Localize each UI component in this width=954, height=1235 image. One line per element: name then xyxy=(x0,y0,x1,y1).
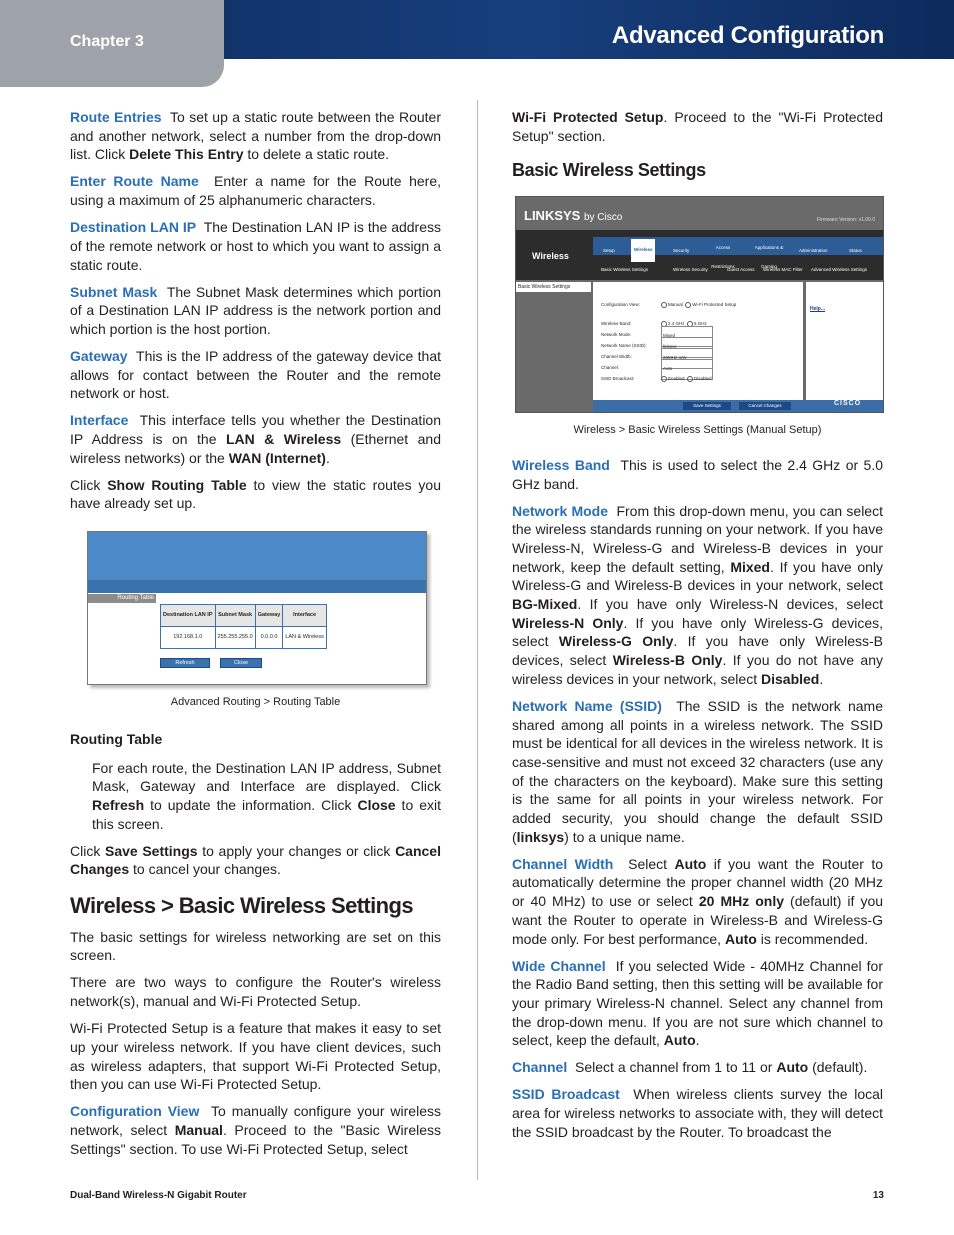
option-label: Enabled xyxy=(668,376,685,382)
option-label: 5 GHz xyxy=(694,321,707,327)
text: . xyxy=(819,670,824,687)
help-link[interactable]: Help... xyxy=(810,306,826,313)
channel-para xyxy=(512,1058,883,1077)
cell: 192.168.1.0 xyxy=(161,626,216,648)
term-wide-channel: Wide Channel xyxy=(512,957,606,974)
text: This interface tells you whether the Destination IP Address is on the xyxy=(70,412,442,448)
config-view-para xyxy=(70,1102,441,1158)
subtab-mac-filter[interactable]: Wireless MAC Filter xyxy=(763,267,803,273)
left-column xyxy=(70,108,441,1167)
text: ) to a unique name. xyxy=(564,828,685,845)
text: to exit this screen. xyxy=(92,796,441,832)
interface-para xyxy=(70,411,441,467)
text: . If you have only Wireless-N devices, select xyxy=(577,596,883,613)
gateway-para xyxy=(70,347,441,403)
ssid-input[interactable]: linksys xyxy=(661,337,713,358)
ssid-label: Network Name (SSID): xyxy=(601,343,647,349)
text: . xyxy=(695,1032,700,1049)
basic-wireless-screenshot xyxy=(515,196,884,413)
bold: Auto xyxy=(663,1032,696,1049)
bold: Auto xyxy=(776,1059,809,1076)
bold: Mixed xyxy=(730,558,770,575)
bold: Wireless-B Only xyxy=(612,652,723,669)
page-number: 13 xyxy=(872,1190,884,1201)
option-label: 2.4 GHz xyxy=(668,321,685,327)
linksys-logo xyxy=(524,207,622,228)
table-header-row xyxy=(161,605,327,627)
option-label: Wi-Fi Protected Setup xyxy=(692,302,737,308)
main-tabs xyxy=(593,237,883,269)
radio-wps[interactable] xyxy=(685,302,691,308)
table-row xyxy=(161,626,327,648)
term-gateway: Gateway xyxy=(70,347,128,364)
bold: Auto xyxy=(674,855,707,872)
band-label: Wireless Band: xyxy=(601,321,632,327)
page-title: Advanced Configuration xyxy=(611,22,884,49)
section-heading: Wireless > Basic Wireless Settings xyxy=(70,893,413,919)
term-channel: Channel xyxy=(512,1059,568,1076)
text: to cancel your changes. xyxy=(129,861,281,878)
term-subnet-mask: Subnet Mask xyxy=(70,283,158,300)
text: to view the static routes you have already set up. xyxy=(70,476,441,512)
save-settings-button[interactable]: Save Settings xyxy=(683,402,731,410)
routing-table-para xyxy=(70,759,441,834)
routing-caption: Advanced Routing > Routing Table xyxy=(170,696,341,709)
bold: Wi-Fi Protected Setup xyxy=(512,109,664,125)
wireless-caption: Wireless > Basic Wireless Settings (Manual Setup) xyxy=(573,424,822,437)
routing-table-screenshot xyxy=(87,531,427,685)
bold: Auto xyxy=(724,930,757,947)
network-mode-select[interactable]: Mixed xyxy=(661,326,713,347)
text: When wireless clients survey the local area for wireless networks to associate with, they will detect the SSID broadcast by the Router. To broadcast the xyxy=(512,1086,883,1140)
broadcast-options xyxy=(661,370,712,389)
text: Select xyxy=(628,855,675,872)
routing-table xyxy=(160,604,327,648)
bold: Wireless-N Only xyxy=(512,614,624,631)
text: Click xyxy=(70,842,105,859)
bold: LAN & Wireless xyxy=(225,431,342,448)
basic-para-1: The basic settings for wireless networking are set on this screen. xyxy=(70,928,441,964)
tab-security[interactable]: Security xyxy=(673,248,690,254)
right-column xyxy=(512,108,883,1150)
text: . Proceed to the "Wi-Fi Protected Setup" section. xyxy=(512,109,883,144)
text: The Destination LAN IP is the address of the remote network or host to which you want to assign a static route. xyxy=(70,219,442,273)
sub-tabs xyxy=(593,259,883,273)
term-network-mode: Network Mode xyxy=(512,502,609,519)
bold: Save Settings xyxy=(104,842,198,859)
term-configuration-view: Configuration View xyxy=(70,1103,200,1120)
routing-table-side-label: Routing Table xyxy=(88,594,156,603)
bold: Cancel Changes xyxy=(70,842,441,878)
term-enter-route-name: Enter Route Name xyxy=(70,173,199,190)
term-interface: Interface xyxy=(70,412,129,429)
screenshot-banner xyxy=(88,532,426,580)
save-para xyxy=(70,842,441,879)
subtab-basic[interactable]: Basic Wireless Settings xyxy=(601,267,649,273)
radio-disabled[interactable] xyxy=(687,376,693,382)
text: to apply your changes or click xyxy=(197,842,396,859)
enter-route-para xyxy=(70,172,441,209)
bold: Wireless-G Only xyxy=(558,633,674,650)
text: To manually configure your wireless network, select xyxy=(70,1103,441,1138)
channel-width-select[interactable]: 20MHz only xyxy=(661,348,713,369)
channel-label: Channel: xyxy=(601,365,620,371)
bold: Delete This Entry xyxy=(129,146,244,163)
help-panel xyxy=(806,282,883,400)
show-routing-para xyxy=(70,476,441,513)
text: To set up a static route between the Router and another network, select a number from the drop-down list. Click xyxy=(70,109,441,163)
width-label: Channel Width: xyxy=(601,354,632,360)
screenshot-band xyxy=(88,580,426,593)
bold: BG-Mixed xyxy=(512,596,578,613)
text: If you selected Wide - 40MHz Channel for the Radio Band setting, then this setting will be available for your primary Wireless-N channel. Select any channel from the drop-down menu. If you are not sure which channel to select, keep the default, xyxy=(512,957,884,1049)
subtab-advanced[interactable]: Advanced Wireless Settings xyxy=(811,267,868,273)
basic-para-3: Wi-Fi Protected Setup is a feature that makes it easy to set up your wireless network. If you have client devices, such as wireless adapters, that support Wi-Fi Protected Setup, then you can use Wi-Fi Protected Setup. xyxy=(70,1020,441,1093)
text: (default) if you want the Router to operate in Wireless-B and Wireless-G mode only. For best performance, xyxy=(512,893,884,947)
screenshot-sidebar xyxy=(88,593,156,684)
radio-enabled[interactable] xyxy=(661,376,667,382)
option-label: Manual xyxy=(668,302,683,308)
text: The SSID is the network name shared among all points in a wireless network. The SSID must be identical for all devices in the wireless network. It is case-sensitive and must not exceed 32 characters (use any of the characters on the keyboard). Make sure this setting is the same for all points in your wireless network. For added security, you should change the default SSID ( xyxy=(512,697,883,845)
text: . If you have only Wireless-G and Wireless-B devices in your network, select xyxy=(512,558,884,594)
basic-wireless-side-label: Basic Wireless Settings xyxy=(516,282,591,292)
text: (Ethernet and wireless networks) or the xyxy=(70,431,442,466)
column-divider xyxy=(477,100,478,1180)
refresh-button[interactable]: Refresh xyxy=(160,658,210,668)
bold: linksys xyxy=(516,828,565,845)
chapter-label: Chapter 3 xyxy=(70,33,144,50)
text: Select a channel from 1 to 11 or xyxy=(575,1059,777,1076)
text: This is used to select the 2.4 GHz or 5.0 GHz band. xyxy=(512,456,883,492)
subtab-guest[interactable]: Guest Access xyxy=(727,267,755,273)
cisco-logo: CISCO xyxy=(834,400,862,408)
logo-suffix: by Cisco xyxy=(583,212,623,224)
term-wireless-band: Wireless Band xyxy=(512,456,610,473)
bold: Disabled xyxy=(761,670,820,687)
config-view-options xyxy=(661,296,736,315)
firmware-version: Firmware Version: v1.00.0 xyxy=(816,217,875,224)
band-para xyxy=(512,456,883,493)
radio-manual[interactable] xyxy=(661,302,667,308)
settings-panel xyxy=(593,282,803,400)
basic-para-2: There are two ways to configure the Router's wireless network(s), manual and Wi-Fi Protected Setup. xyxy=(70,974,441,1010)
text: For each route, the Destination LAN IP address, Subnet Mask, Gateway and Interface are displayed. Click xyxy=(92,759,441,795)
text: The Subnet Mask determines which portion of a Destination LAN IP address is the network portion and which portion is the host portion. xyxy=(70,283,442,337)
tab-status[interactable]: Status xyxy=(849,248,862,254)
logo-text: LINKSYS xyxy=(524,208,581,224)
routing-table-heading: Routing Table xyxy=(70,730,163,747)
tab-access-restrictions[interactable]: Access Restrictions xyxy=(711,245,735,269)
col-gateway: Gateway xyxy=(255,605,283,627)
tab-setup[interactable]: Setup xyxy=(603,248,615,254)
term-channel-width: Channel Width xyxy=(512,855,614,872)
bold: Manual xyxy=(174,1121,223,1138)
text: (default). xyxy=(808,1059,868,1076)
tab-applications-gaming[interactable]: Applications & Gaming xyxy=(754,245,784,269)
cell: 0.0.0.0 xyxy=(255,626,283,648)
cell: 255.255.255.0 xyxy=(215,626,255,648)
wide-para xyxy=(512,957,883,1051)
channel-select[interactable]: Auto xyxy=(661,359,713,380)
cell: LAN & Wireless xyxy=(283,626,327,648)
text: . If you have only Wireless-B devices, select xyxy=(512,633,883,669)
ssid-para xyxy=(512,697,883,847)
term-network-name-ssid: Network Name (SSID) xyxy=(512,697,662,714)
mode-para xyxy=(512,502,883,689)
bold: 20 MHz only xyxy=(698,893,785,910)
text: if you want the Router to automatically determine the proper channel width (20 MHz or 40 MHz) to use or select xyxy=(512,855,883,910)
text: . If you have only Wireless-G devices, select xyxy=(512,614,883,650)
width-para xyxy=(512,855,883,949)
text: This is the IP address of the gateway device that allows for contact between the Router and the remote network or host. xyxy=(70,347,441,402)
cancel-changes-button[interactable]: Cancel Changes xyxy=(739,402,791,410)
term-ssid-broadcast: SSID Broadcast xyxy=(512,1086,620,1103)
text: . Proceed to the "Basic Wireless Settings" section. To use Wi-Fi Protected Setup, select xyxy=(70,1121,442,1157)
text: From this drop-down menu, you can select the wireless standards running on your network. If you have Wireless-N, Wireless-G and Wireless-B devices in your network, keep the default setting, xyxy=(512,502,883,575)
term-route-entries: Route Entries xyxy=(70,109,162,125)
basic-wireless-heading: Basic Wireless Settings xyxy=(512,160,706,181)
term-destination-lan-ip: Destination LAN IP xyxy=(70,219,197,236)
mode-label: Network Mode: xyxy=(601,332,632,338)
wps-para xyxy=(512,108,883,145)
section-label: Wireless xyxy=(532,251,569,262)
tab-wireless[interactable]: Wireless xyxy=(631,239,655,262)
text: . xyxy=(325,449,330,466)
tab-administration[interactable]: Administration xyxy=(799,248,828,254)
subnet-para xyxy=(70,283,441,339)
col-destination: Destination LAN IP xyxy=(161,605,216,627)
text: to delete a static route. xyxy=(243,146,390,163)
text: Enter a name for the Route here, using a maximum of 25 alphanumeric characters. xyxy=(70,173,441,209)
close-button[interactable]: Close xyxy=(220,658,262,668)
text: to update the information. Click xyxy=(144,796,358,813)
bold: Close xyxy=(357,796,396,813)
bold: Refresh xyxy=(92,796,145,813)
text: . If you do not have any wireless devices in your network, select xyxy=(512,652,884,687)
subtab-security[interactable]: Wireless Security xyxy=(673,267,708,273)
text: is recommended. xyxy=(756,930,869,947)
option-label: Disabled xyxy=(694,376,712,382)
config-view-label: Configuration View: xyxy=(601,302,640,308)
route-entries-para xyxy=(70,108,441,164)
broadcast-label: SSID Broadcast: xyxy=(601,376,635,382)
col-interface: Interface xyxy=(283,605,327,627)
bold: Show Routing Table xyxy=(107,476,247,493)
footer-product: Dual-Band Wireless-N Gigabit Router xyxy=(70,1190,247,1201)
dest-lan-para xyxy=(70,218,441,274)
bold: WAN (Internet) xyxy=(228,449,326,466)
col-subnet: Subnet Mask xyxy=(215,605,255,627)
broadcast-para xyxy=(512,1085,883,1141)
text: Click xyxy=(70,476,108,493)
